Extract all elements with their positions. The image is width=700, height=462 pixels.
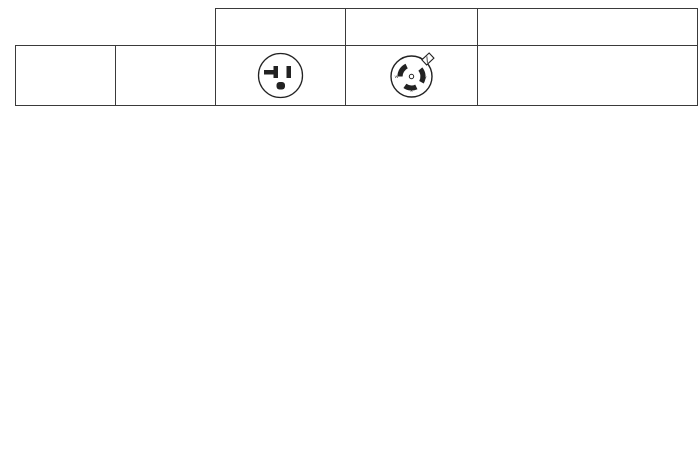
cutoff-text-highlight	[30, 458, 187, 462]
svg-text:X: X	[410, 88, 413, 93]
header-voltage-selector	[115, 45, 216, 106]
header-250v-receptacle	[345, 8, 478, 46]
svg-text:W: W	[394, 74, 399, 79]
list-bullet-icon	[33, 424, 38, 429]
nema-5-20r-receptacle-icon	[216, 46, 345, 105]
nema-5-20r-receptacle-cell	[215, 45, 346, 106]
header-fine-voltage	[15, 45, 116, 106]
terminal-board-header-cell	[477, 45, 698, 106]
cs6369-twist-lock-receptacle-icon	[346, 46, 477, 105]
svg-text:Y: Y	[424, 75, 427, 80]
cs6369-receptacle-cell	[345, 45, 478, 106]
header-120v-receptacle	[215, 8, 346, 46]
header-terminal-board	[477, 8, 698, 46]
